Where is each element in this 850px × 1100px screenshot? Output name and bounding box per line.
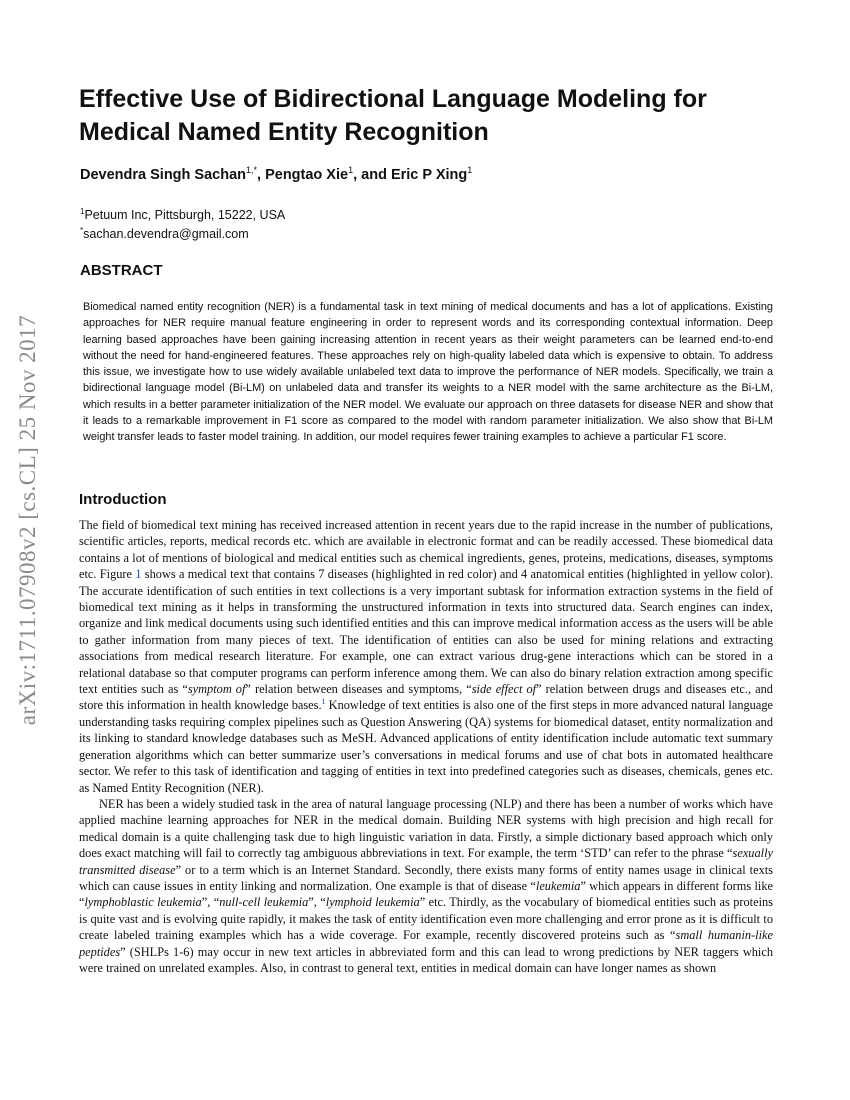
italic-term: leukemia bbox=[535, 878, 581, 893]
introduction-heading: Introduction bbox=[79, 491, 167, 508]
arxiv-stamp-text: arXiv:1711.07908v2 [cs.CL] 25 Nov 2017 bbox=[15, 314, 41, 726]
italic-term: small humanin-like peptides bbox=[79, 928, 773, 959]
arxiv-stamp bbox=[6, 290, 50, 750]
italic-term: side effect of bbox=[471, 682, 537, 697]
text-run: shows a medical text that contains 7 diseases (highlighted in red color) and 4 anatomical entities (highlighted in yellow color). The accurate identification of such entities in text collections is a very important subtask for information extraction systems in the field of biomedical text mining as it helps in transforming the unstructured information in texts into structured data. Search engines can index, organize and link medical documents using such identified entities and this can improve medical information access as the users will be able to gather information from many pieces of text. The identification of entities can also be used for mining relations and extracting associations from medical research literature. For example, one can extract various drug-gene interactions which can be stored in a relational database so that computer programs can perform inference among them. We can also do binary relation extraction among specific text entities such as “ bbox=[79, 567, 773, 697]
author-separator: , and bbox=[353, 166, 391, 183]
author-name: Eric P Xing bbox=[390, 166, 468, 183]
text-run: ” (SHLPs 1-6) may occur in new text articles in abbreviated form and this can lead to wrong predictions by NER taggers which were trained on unrelated examples. Also, in contrast to general text, entities in medical domain can have longer names as shown bbox=[79, 944, 773, 975]
affiliation-mark: 1 bbox=[80, 207, 85, 216]
author-separator: , bbox=[257, 166, 266, 183]
italic-term: symptom of bbox=[187, 682, 246, 697]
affiliation-mark: * bbox=[80, 226, 84, 236]
affiliations bbox=[80, 204, 800, 242]
italic-term: lymphoblastic leukemia bbox=[84, 895, 202, 910]
author-mark: 1 bbox=[467, 165, 473, 175]
author-name: Pengtao Xie bbox=[265, 166, 349, 183]
affiliation-line bbox=[80, 204, 800, 223]
footnote-marker[interactable]: 1 bbox=[321, 697, 326, 707]
abstract-text: Biomedical named entity recognition (NER) is a fundamental task in text mining of medical documents and has a lot of applications. Existing approaches for NER require manual feature engineering in order to represent words and its corresponding contextual information. Deep learning based approaches have been gaining increasing attention in recent years as their weight parameters can be learned end-to-end without the need for hand-engineered features. These approaches rely on high-quality labeled data which is expensive to obtain. To address this issue, we investigate how to use widely available unlabeled text data to improve the performance of NER models. Specifically, we train a bidirectional language model (Bi-LM) on unlabeled data and transfer its weights to a NER model with the same architecture as the Bi-LM, which results in a better parameter initialization of the NER model. We evaluate our approach on three datasets for disease NER and show that it leads to a remarkable improvement in F1 score as compared to the model with random parameter initialization. We also show that Bi-LM weight transfer leads to faster model training. In addition, our model requires fewer training examples to achieve a particular F1 score. bbox=[83, 301, 773, 444]
italic-term: lymphoid leukemia bbox=[325, 895, 420, 910]
author-name: Devendra Singh Sachan bbox=[80, 166, 246, 183]
text-run: ” or to a term which is an Internet Standard. Secondly, there exists many forms of entity names usage in clinical texts which can cause issues in entity linking and normalization. One example is that of disease “ bbox=[79, 862, 773, 893]
text-run: ”, “ bbox=[201, 895, 220, 910]
text-run: ”, “ bbox=[308, 895, 326, 910]
author-mark: 1 bbox=[348, 165, 354, 175]
text-run: NER has been a widely studied task in the area of natural language processing (NLP) and there has been a number of works which have applied machine learning approaches for NER in the medical domain. Building NER systems with high precision and high recall for medical domain is a quite challenging task due to high linguistic variation in data. Firstly, a simple dictionary based approach which only does exact matching will fail to correctly tag ambiguous abbreviations in text. For example, the term ‘STD’ can refer to the phrase “ bbox=[79, 796, 773, 861]
text-run: ” which appears in different forms like “ bbox=[79, 878, 773, 910]
abstract-heading: ABSTRACT bbox=[80, 262, 163, 279]
introduction-body bbox=[79, 517, 773, 976]
affiliation-text: Petuum Inc, Pittsburgh, 15222, USA bbox=[84, 208, 286, 223]
text-run: ” relation between drugs and diseases etc., and store this information in health knowledge bases. bbox=[79, 682, 773, 713]
introduction-paragraph-2 bbox=[79, 796, 773, 976]
author-list bbox=[80, 165, 800, 183]
author-email: sachan.devendra@gmail.com bbox=[83, 227, 249, 242]
text-run: ” etc. Thirdly, as the vocabulary of biomedical entities such as proteins is quite vast and is evolving quite rapidly, it makes the task of entity identification even more challenging and error prone as it is difficult to create labeled training examples which has a wide coverage. For example, recently discovered proteins such as “ bbox=[79, 895, 773, 943]
affiliation-line bbox=[80, 223, 800, 242]
text-run: The field of biomedical text mining has received increased attention in recent years due to the rapid increase in the number of publications, scientific articles, reports, medical records etc. which are available in electronic format and can be readily accessed. These biomedical data contains a lot of mentions of biological and medical entities such as chemical ingredients, genes, proteins, medications, diseases, symptoms etc. Figure bbox=[79, 518, 773, 582]
figure-reference-link[interactable]: 1 bbox=[135, 567, 142, 582]
text-run: Knowledge of text entities is also one of the first steps in more advanced natural language understanding tasks requiring complex pipelines such as Question Answering (QA) systems for biomedical dataset, entity normalization and its linking to standard knowledge databases such as MeSH. Advanced applications of entity identification include automatic text summary generation algorithms which can better summarize user’s conversations in medical forums and use of chat bots in automated healthcare sector. We refer to this task of identification and tagging of entities in text into predefined categories such as diseases, chemicals, genes etc. as Named Entity Recognition (NER). bbox=[79, 698, 773, 795]
italic-term: sexually transmitted disease bbox=[79, 846, 773, 877]
italic-term: null-cell leukemia bbox=[219, 895, 309, 910]
paper-title: Effective Use of Bidirectional Language Modeling for Medical Named Entity Recognition bbox=[79, 85, 707, 146]
author-mark: 1,* bbox=[246, 165, 258, 175]
introduction-paragraph-1 bbox=[79, 517, 773, 796]
text-run: ” relation between diseases and symptoms, “ bbox=[245, 682, 472, 697]
